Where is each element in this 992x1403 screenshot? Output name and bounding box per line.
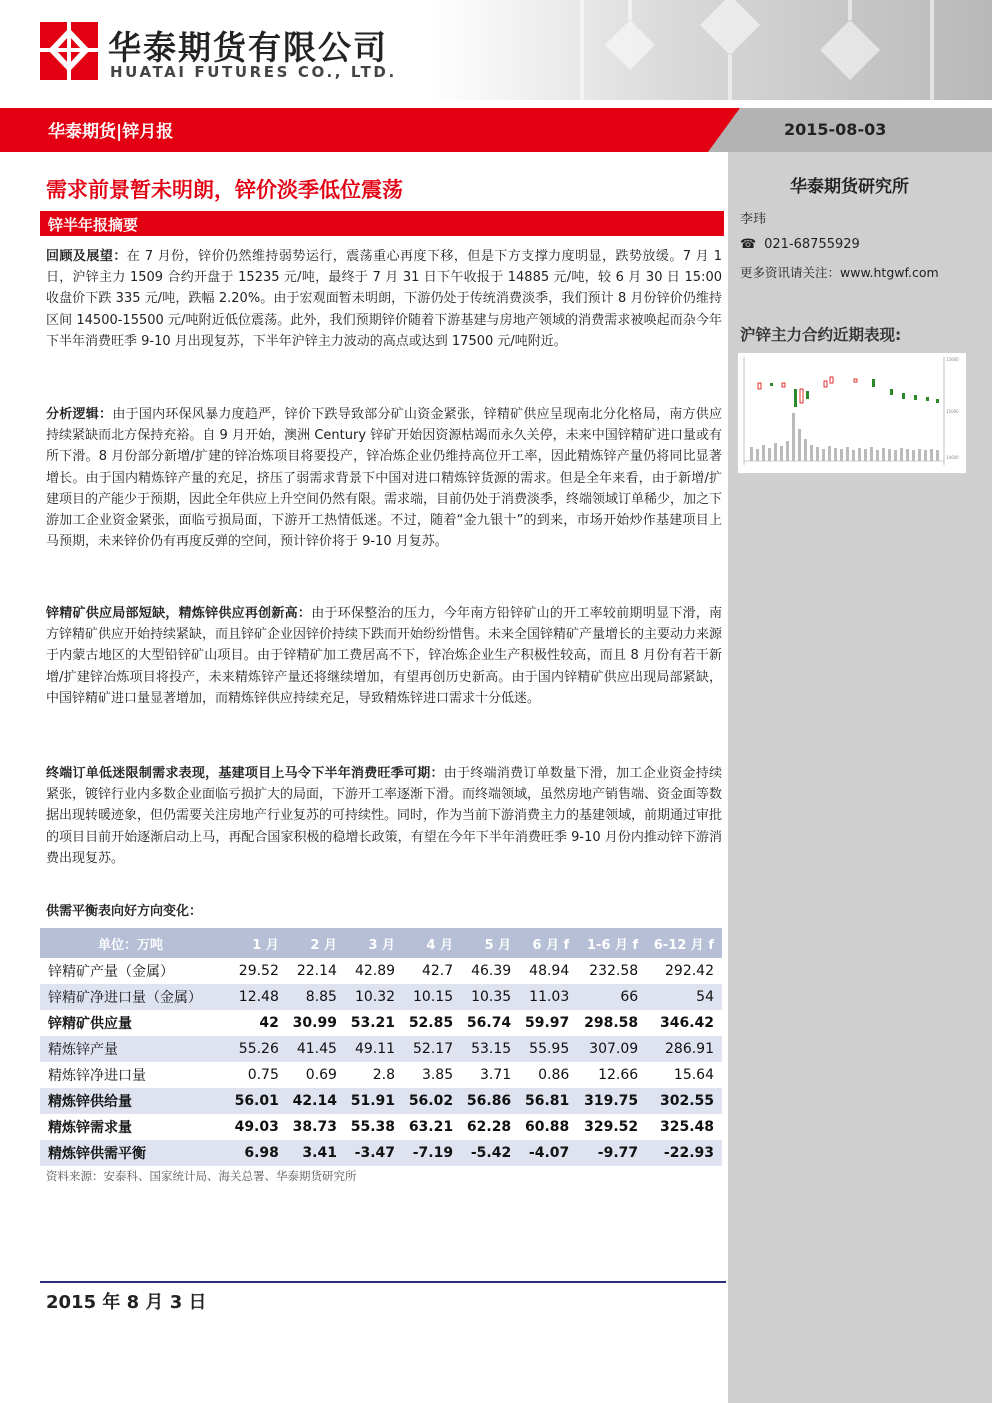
table-cell: 46.39	[471, 963, 512, 979]
table-cell: 48.94	[529, 963, 570, 979]
row-label: 锌精矿产量（金属）	[48, 964, 174, 980]
table-cell: 38.73	[292, 1119, 337, 1135]
paragraph-logic	[46, 404, 722, 552]
table-cell: 3.41	[287, 1140, 345, 1166]
paragraph-lead: 分析逻辑：	[46, 407, 113, 422]
table-cell: 63.21	[408, 1119, 454, 1135]
header-mar: 3 月	[345, 928, 403, 958]
paragraph-body: 由于环保整治的压力，今年南方铅锌矿山的开工率较前期明显下滑，南方锌精矿供应开始持续紧缺，而且锌矿企业因锌价持续下跌而开始纷纷惜售。未来全国锌精矿产量增长的主要动力来源于内蒙古地区的大型铅锌矿山项目。由于锌精矿加工费居高不下，锌冶炼企业生产积极性较高，而且 8 月份有若干新增/扩建锌冶炼项目将投产，未来精炼锌产量还将继续增加，有望再创历史新高。由于国内锌精矿供应出现局部紧缺，中国锌精矿进口量显著增加，而精炼锌供应持续充足，导致精炼锌进口需求十分低迷。	[46, 606, 723, 706]
row-label: 精炼锌需求量	[48, 1120, 132, 1136]
phone-icon: ☎	[740, 237, 757, 252]
table-cell: 42.89	[354, 963, 396, 979]
paragraph-body: 由于国内环保风暴力度趋严，锌价下跌导致部分矿山资金紧张，锌精矿供应呈现南北分化格局，南方供应持续紧缺而北方保持充裕。自 9 月开始，澳洲 Century 锌矿开始因资源枯竭而永久关停，未来中国锌精矿进口量或有所下滑。8 月份部分新增/扩建的锌冶炼项目将要投产，锌冶炼企业仍维持高位开工率，因此精炼锌产量仍将同比显著增长。由于国内精炼锌产量的充足，挤压了弱需求背景下中国对进口精炼锌货源的需求。但是全年来看，由于新增/扩建项目的产能少于预期，因此全年供应上升空间仍然有限。需求端，目前仍处于消费淡季，终端领域订单稀少，加之下游加工企业资金紧张，面临亏损局面，下游开工热情低迷。不过，随着“金九银十”的到来，市场开始炒作基建项目上马预期，未来锌价仍有再度反弹的空间，预计锌价将于 9-10 月复苏。	[46, 407, 723, 550]
table-cell: 319.75	[577, 1088, 646, 1114]
table-cell: -22.93	[646, 1140, 722, 1166]
more-info-link[interactable]: 更多资讯请关注：www.htgwf.com	[740, 265, 939, 280]
row-label: 精炼锌供需平衡	[40, 1140, 229, 1166]
table-cell: 292.42	[665, 963, 714, 979]
table-cell: 42	[259, 1015, 279, 1031]
brand-name-cn: 华泰期货有限公司	[108, 28, 388, 67]
table-cell: 3.71	[480, 1067, 512, 1083]
table-cell: 2.8	[372, 1067, 396, 1083]
table-row	[40, 1036, 722, 1062]
table-cell: 56.86	[461, 1088, 519, 1114]
table-header-row	[40, 928, 722, 958]
mini-chart-title: 沪锌主力合约近期表现:	[740, 326, 902, 344]
table-cell: 62.28	[466, 1119, 512, 1135]
table-cell: 55.95	[519, 1036, 577, 1062]
row-label: 精炼锌供给量	[40, 1088, 229, 1114]
table-cell: 0.69	[305, 1067, 337, 1083]
paragraph-lead: 锌精矿供应局部短缺，精炼锌供应再创新高：	[46, 606, 312, 621]
paragraph-body: 由于终端消费订单数量下滑，加工企业资金持续紧张，镀锌行业内多数企业面临亏损扩大的局面，下游开工率逐渐下滑。而终端领域，虽然房地产销售端、资金面等数据出现转暖迹象，但仍需要关注房地产行业复苏的可持续性。同时，作为当前下游消费主力的基建领域，前期通过审批的项目目前开始逐渐启动上马，再配合国家积极的稳增长政策，有望在今年下半年消费旺季 9-10 月份内推动锌下游消费出现复苏。	[46, 766, 723, 866]
report-date: 2015-08-03	[784, 120, 887, 139]
table-cell: 12.66	[598, 1067, 639, 1083]
header-jun: 6 月 f	[519, 928, 577, 958]
table-cell: 53.21	[350, 1015, 396, 1031]
company-logo-icon	[40, 20, 98, 80]
header-decoration	[430, 0, 992, 100]
svg-text:15000: 15000	[946, 409, 959, 414]
table-cell: 0.86	[538, 1067, 570, 1083]
svg-text:14600: 14600	[946, 455, 959, 460]
table-row	[40, 958, 722, 984]
table-cell: -3.47	[345, 1140, 403, 1166]
candlestick-chart-image	[738, 353, 966, 473]
author-name: 李玮	[740, 212, 767, 227]
research-institute: 华泰期货研究所	[790, 177, 909, 197]
table-cell: 346.42	[659, 1015, 714, 1031]
supply-demand-table	[40, 928, 722, 1166]
table-cell: 298.58	[584, 1015, 639, 1031]
table-cell: 10.35	[461, 984, 519, 1010]
table-caption: 供需平衡表向好方向变化：	[46, 904, 203, 919]
table-cell: 22.14	[296, 963, 337, 979]
header-unit: 单位：万吨	[40, 928, 229, 958]
table-cell: 286.91	[646, 1036, 722, 1062]
row-label: 精炼锌净进口量	[48, 1068, 146, 1084]
table-cell: 3.85	[421, 1067, 454, 1083]
table-cell: 49.03	[234, 1119, 279, 1135]
table-cell: 53.15	[461, 1036, 519, 1062]
table-cell: 6.98	[229, 1140, 287, 1166]
table-cell: 60.88	[524, 1119, 570, 1135]
row-label: 精炼锌产量	[40, 1036, 229, 1062]
paragraph-body: 在 7 月份，锌价仍然维持弱势运行，震荡重心再度下移，但是下方支撑力度明显，跌势放缓。7 月 1 日，沪锌主力 1509 合约开盘于 15235 元/吨，最终于 7 月 31 日下午收报于 14885 元/吨，较 6 月 30 日 15:00 收盘价下跌 335 元/吨，跌幅 2.20%。由于宏观面暂未明朗，下游仍处于传统消费淡季，我们预计 8 月份锌价仍维持区间 14500-15500 元/吨附近低位震荡。此外，我们预期锌价随着下游基建与房地产领域的消费需求被唤起而杂今年下半年消费旺季 9-10 月出现复苏，下半年沪锌主力波动的高点或达到 17500 元/吨附近。	[46, 249, 722, 349]
table-cell: -7.19	[403, 1140, 461, 1166]
section-heading: 锌半年报摘要	[48, 216, 139, 234]
table-cell: -9.77	[577, 1140, 646, 1166]
footer-date: 2015 年 8 月 3 日	[46, 1292, 207, 1313]
table-cell: 30.99	[292, 1015, 337, 1031]
row-label: 锌精矿供应量	[48, 1016, 132, 1032]
table-cell: 59.97	[524, 1015, 570, 1031]
table-cell: 56.74	[466, 1015, 512, 1031]
table-row	[40, 1114, 722, 1140]
table-row	[40, 1088, 722, 1114]
paragraph-lead: 回顾及展望：	[46, 249, 127, 264]
price-mini-chart	[738, 353, 966, 473]
row-label: 锌精矿净进口量（金属）	[40, 984, 229, 1010]
table-row	[40, 1010, 722, 1036]
table-cell: 56.81	[519, 1088, 577, 1114]
table-cell: 56.01	[229, 1088, 287, 1114]
table-cell: 29.52	[238, 963, 279, 979]
table-cell: 49.11	[345, 1036, 403, 1062]
table-cell: 42.7	[421, 963, 454, 979]
page-header	[0, 0, 992, 100]
table-cell: 307.09	[577, 1036, 646, 1062]
header-h1: 1-6 月 f	[577, 928, 646, 958]
table-cell: 11.03	[519, 984, 577, 1010]
table-cell: 8.85	[287, 984, 345, 1010]
author-phone-row	[740, 237, 860, 252]
header-h2: 6-12 月 f	[646, 928, 722, 958]
footer-rule	[40, 1281, 726, 1283]
report-headline: 需求前景暂未明朗，锌价淡季低位震荡	[46, 178, 403, 202]
table-cell: 55.38	[350, 1119, 396, 1135]
table-cell: 12.48	[229, 984, 287, 1010]
brand-name-en: HUATAI FUTURES CO., LTD.	[110, 63, 397, 81]
section-heading-band	[40, 211, 724, 236]
header-apr: 4 月	[403, 928, 461, 958]
table-cell: 232.58	[589, 963, 639, 979]
table-cell: 0.75	[247, 1067, 279, 1083]
table-cell: 41.45	[287, 1036, 345, 1062]
paragraph-demand	[46, 763, 722, 869]
header-may: 5 月	[461, 928, 519, 958]
header-jan: 1 月	[229, 928, 287, 958]
decorative-diamonds-icon	[430, 0, 992, 100]
table-cell: 66	[577, 984, 646, 1010]
paragraph-lead: 终端订单低迷限制需求表现，基建项目上马令下半年消费旺季可期：	[46, 766, 444, 781]
table-cell: 42.14	[287, 1088, 345, 1114]
table-cell: 325.48	[659, 1119, 714, 1135]
table-cell: 52.17	[403, 1036, 461, 1062]
table-cell: 329.52	[584, 1119, 639, 1135]
header-feb: 2 月	[287, 928, 345, 958]
paragraph-outlook	[46, 246, 722, 352]
svg-text:15600: 15600	[946, 357, 959, 362]
table-cell: 56.02	[403, 1088, 461, 1114]
table-cell: 15.64	[673, 1067, 714, 1083]
author-phone: 021-68755929	[764, 237, 860, 252]
table-cell: 302.55	[646, 1088, 722, 1114]
table-source: 资料来源：安泰科、国家统计局、海关总署、华泰期货研究所	[46, 1169, 357, 1183]
table-cell: 55.26	[229, 1036, 287, 1062]
table-row	[40, 984, 722, 1010]
table-cell: 10.15	[403, 984, 461, 1010]
table-cell: 52.85	[408, 1015, 454, 1031]
table-row	[40, 1140, 722, 1166]
table-cell: -4.07	[519, 1140, 577, 1166]
table-cell: -5.42	[461, 1140, 519, 1166]
table-cell: 51.91	[345, 1088, 403, 1114]
report-type-title: 华泰期货|锌月报	[48, 122, 174, 142]
table-row	[40, 1062, 722, 1088]
table-cell: 10.32	[345, 984, 403, 1010]
table-cell: 54	[646, 984, 722, 1010]
paragraph-supply	[46, 603, 722, 709]
